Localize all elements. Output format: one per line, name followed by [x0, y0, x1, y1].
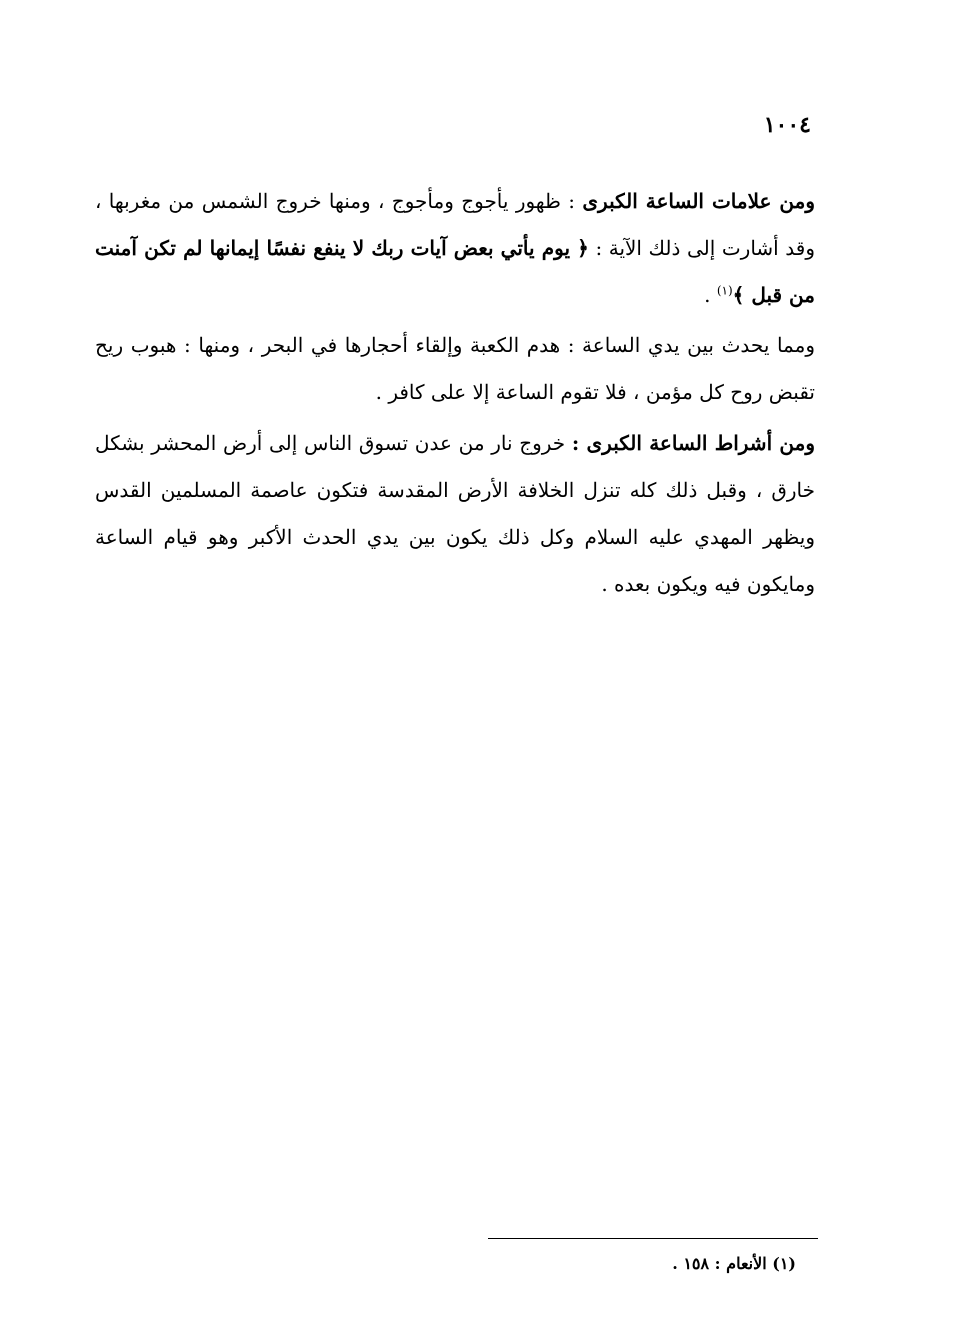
footnote-reference: (١)	[716, 283, 733, 298]
paragraph-major-signs	[95, 420, 815, 608]
page-number: ١٠٠٤	[763, 112, 811, 138]
paragraph-text: : ظهور يأجوج ومأجوج ، ومنها خروج الشمس من مغربها ، وقد أشارت إلى ذلك الآية :	[95, 189, 815, 260]
paragraph-text: ومما يحدث بين يدي الساعة : هدم الكعبة وإلقاء أحجارها في البحر ، ومنها : هبوب ريح تقبض روح كل مؤمن ، فلا تقوم الساعة إلا على كافر .	[95, 333, 815, 404]
paragraph-heading: ومن علامات الساعة الكبرى	[582, 189, 815, 213]
paragraph-text-end: .	[704, 283, 717, 307]
paragraph-heading: ومن أشراط الساعة الكبرى :	[571, 431, 815, 455]
footnote: (١) الأنعام : ١٥٨ .	[672, 1254, 796, 1273]
paragraph-signs-of-hour	[95, 178, 815, 319]
paragraph-before-hour	[95, 322, 815, 416]
paragraph-text: خروج نار من عدن تسوق الناس إلى أرض المحشر بشكل خارق ، وقبل ذلك كله تنزل الخلافة الأرض المقدسة فتكون عاصمة المسلمين القدس ويظهر المهدي عليه السلام وكل ذلك يكون بين يدي الحدث الأكبر وهو قيام الساعة ومايكون فيه ويكون بعده .	[95, 431, 815, 596]
quran-quote: ﴿ يوم يأتي بعض آيات ربك لا ينفع نفسًا إيمانها لم تكن آمنت من قبل ﴾	[95, 236, 815, 307]
footnote-divider	[488, 1238, 818, 1239]
